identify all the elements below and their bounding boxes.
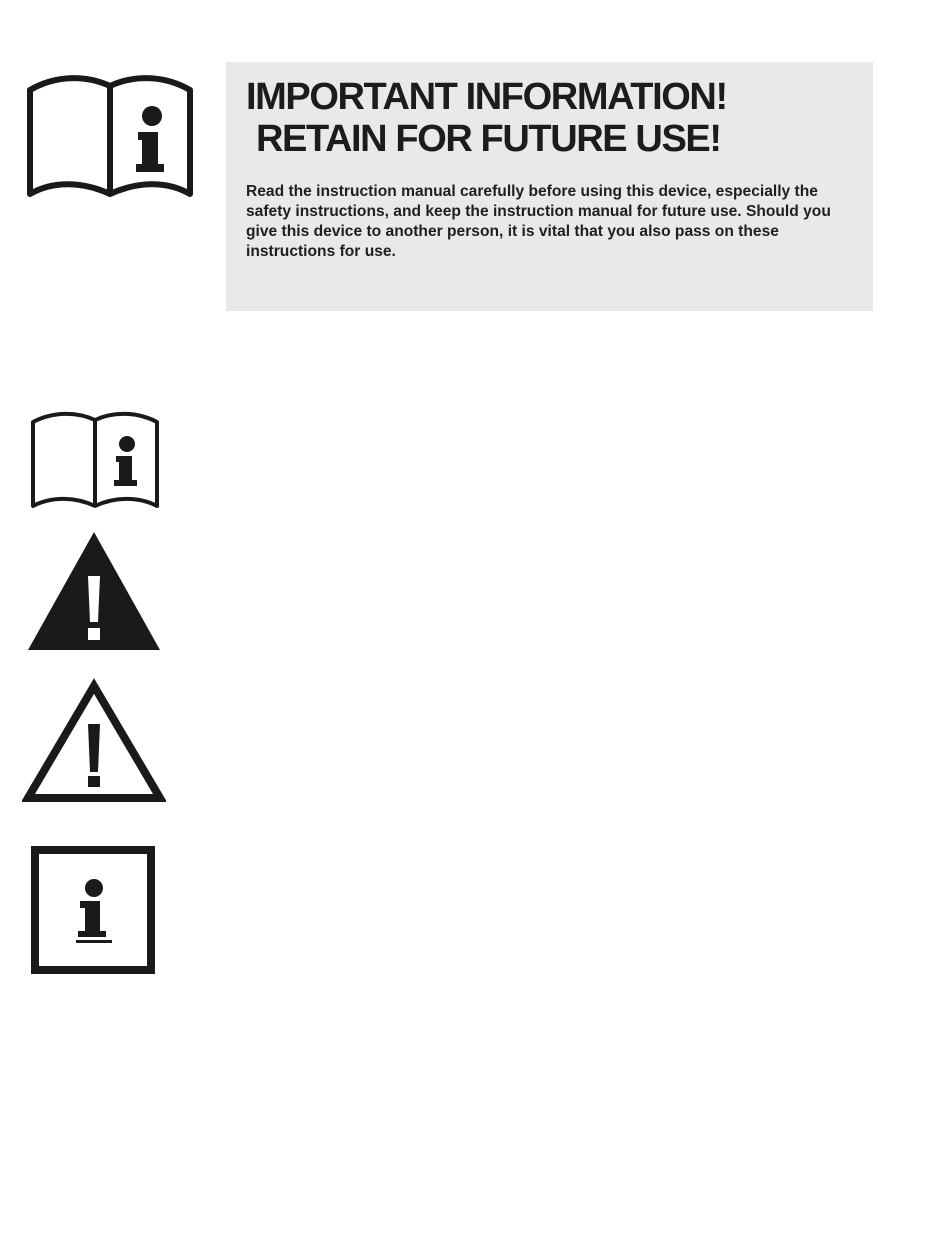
notice-title — [246, 76, 853, 160]
warning-solid-icon — [26, 530, 162, 652]
notice-title-line-2: RETAIN FOR FUTURE USE! — [256, 118, 721, 160]
warning-outline-icon — [22, 678, 166, 804]
important-information-panel — [226, 62, 873, 311]
information-icon — [30, 845, 156, 975]
notice-body: Read the instruction manual carefully before using this device, especially the safety instructions, and keep the instruction manual for future use. Should you give this device to another person, it is vital that you also pass on these instructions for use. — [246, 183, 831, 260]
read-manual-icon — [24, 72, 196, 202]
read-manual-icon — [28, 410, 162, 512]
notice-title-line-1: IMPORTANT INFORMATION! — [246, 76, 727, 118]
